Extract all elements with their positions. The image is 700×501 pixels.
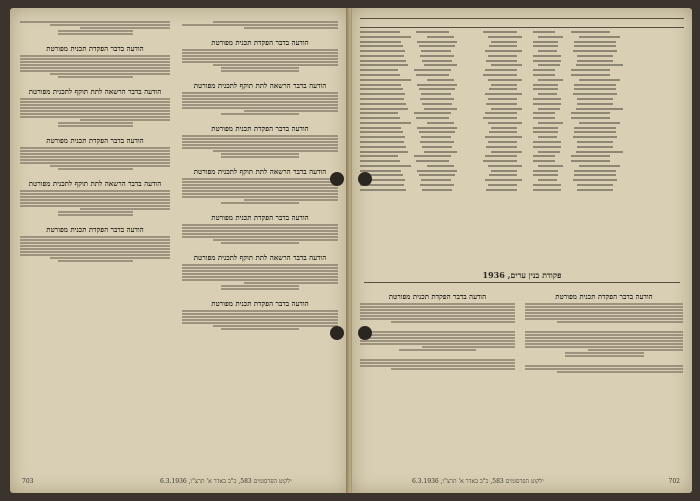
punch-hole — [358, 172, 372, 186]
table-row — [360, 112, 684, 116]
notice-heading: הודעה בדבר הפקדת תכנית מפורטת — [211, 299, 309, 308]
table-row — [360, 174, 684, 178]
table-row — [360, 160, 684, 164]
table-row — [360, 141, 684, 145]
table-row — [360, 117, 684, 121]
page-number: 703 — [22, 478, 34, 485]
notice-heading: הודעה בדבר הפקדת תכנית מפורטת — [46, 136, 144, 145]
table-row — [360, 60, 684, 64]
section-title: פקודת בנין ערים, 1936 — [482, 270, 562, 280]
page-footer: ילקוט הפרסומים 583, כ"ב באדר א' תרצ"ו, 6.3.1936 — [160, 478, 292, 485]
left-page — [10, 8, 348, 493]
table-row — [360, 103, 684, 107]
punch-hole — [330, 172, 344, 186]
table-row — [360, 93, 684, 97]
table-row — [360, 146, 684, 150]
right-page-column-right — [525, 290, 683, 465]
left-page-column-left — [20, 20, 170, 465]
table-row — [360, 84, 684, 88]
table-row — [360, 122, 684, 126]
notice-heading: הודעה בדבר הרשאה לתת תוקף לתכנית מפורטת — [193, 167, 327, 176]
left-page-column-right — [182, 20, 338, 465]
table-row — [360, 136, 684, 140]
table-row — [360, 50, 684, 54]
table-row — [360, 151, 684, 155]
table-row — [360, 127, 684, 131]
table-row — [360, 36, 684, 40]
notice-heading: הודעה בדבר הרשאה לתת תוקף לתכנית מפורטת — [193, 81, 327, 90]
table-row — [360, 55, 684, 59]
notice-heading: הודעה בדבר הפקדת תכנית מפורטת — [46, 44, 144, 53]
notice-heading: הודעה בדבר הפקדת תכנית מפורטת — [211, 124, 309, 133]
notice-heading: הודעה בדבר הרשאה לתת תוקף לתכנית מפורטת — [28, 87, 162, 96]
table-row — [360, 165, 684, 169]
page-number: 702 — [668, 478, 680, 485]
plans-table — [360, 18, 684, 238]
table-row — [360, 31, 684, 35]
notice-heading: הודעה בדבר הפקדת תכנית מפורטת — [555, 292, 653, 301]
notice-heading: הודעה בדבר הפקדת תכנית מפורטת — [388, 292, 487, 301]
table-row — [360, 98, 684, 102]
punch-hole — [330, 326, 344, 340]
notice-heading: הודעה בדבר הרשאה לתת תוקף לתכנית מפורטת — [193, 253, 327, 262]
table-row — [360, 170, 684, 174]
table-row — [360, 189, 684, 193]
table-row — [360, 45, 684, 49]
table-row — [360, 41, 684, 45]
notice-heading: הודעה בדבר הרשאה לתת תוקף לתכנית מפורטת — [28, 179, 162, 188]
punch-hole — [358, 326, 372, 340]
table-row — [360, 79, 684, 83]
notice-heading: הודעה בדבר הפקדת תכנית מפורטת — [211, 213, 309, 222]
table-row — [360, 64, 684, 68]
notice-heading: הודעה בדבר הפקדת תכנית מפורטת — [211, 38, 309, 47]
table-row — [360, 74, 684, 78]
table-row — [360, 184, 684, 188]
right-page-column-left — [360, 290, 515, 465]
table-row — [360, 69, 684, 73]
table-row — [360, 179, 684, 183]
table-row — [360, 155, 684, 159]
table-row — [360, 108, 684, 112]
page-footer: ילקוט הפרסומים 583, כ"ב באדר א' תרצ"ו, 6.3.1936 — [412, 478, 544, 485]
table-row — [360, 131, 684, 135]
right-page — [352, 8, 692, 493]
table-row — [360, 88, 684, 92]
notice-heading: הודעה בדבר הפקדת תכנית מפורטת — [46, 225, 144, 234]
